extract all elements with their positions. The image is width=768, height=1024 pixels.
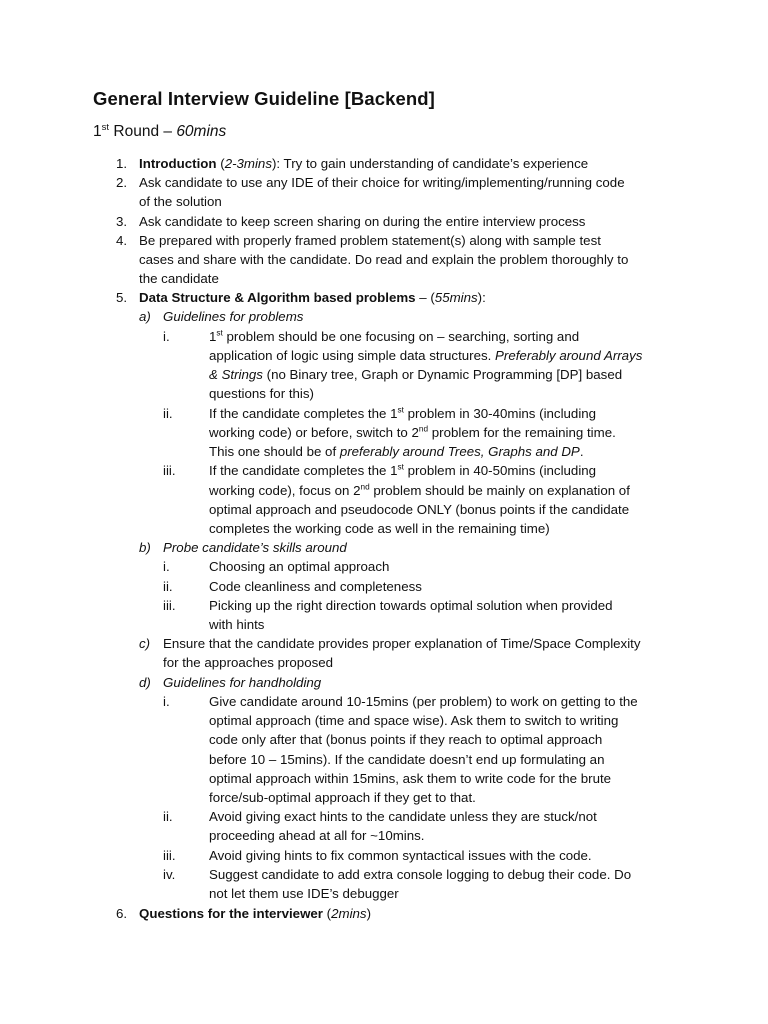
- item-5c-line-2: for the approaches proposed: [163, 655, 334, 670]
- item-5a-iii-line-1: [209, 461, 596, 480]
- item-5a-i-line-4: questions for this): [209, 386, 314, 401]
- item-5a-i-line-1: [209, 327, 579, 346]
- item-5d-iii-marker: iii.: [163, 848, 176, 863]
- item-5a-ii-line-2: [209, 423, 616, 442]
- item-5a-marker: a): [139, 309, 151, 324]
- item-5d-label: Guidelines for handholding: [163, 675, 322, 690]
- round-heading: [93, 123, 226, 141]
- item-4-line-3: the candidate: [139, 271, 219, 286]
- item-1-line: [139, 154, 588, 173]
- item-5-line: [139, 288, 486, 307]
- item-5a-ii-period: .: [579, 444, 584, 459]
- item-5-paren-close: ):: [477, 290, 486, 305]
- item-5d-iv-line-2: not let them use IDE’s debugger: [209, 886, 399, 901]
- item-5d-i-marker: i.: [163, 694, 170, 709]
- item-5b-ii-marker: ii.: [163, 579, 173, 594]
- item-5a-iii-text-1b: problem in 40-50mins (including: [403, 463, 597, 478]
- item-5d-i-line-6: force/sub-optimal approach if they get to that.: [209, 790, 476, 805]
- item-5b-iii-marker: iii.: [163, 598, 176, 613]
- item-5a-i-text-2: application of logic using simple data structures.: [209, 348, 496, 363]
- item-5a-iii-line-2: [209, 481, 630, 500]
- item-5a-ii-text-2b: problem for the remaining time.: [428, 425, 616, 440]
- item-5a-iii-text-1: If the candidate completes the 1: [209, 463, 398, 478]
- item-5a-iii-sup-1: st: [397, 462, 404, 472]
- item-5a-i-text-1: problem should be one focusing on – searching, sorting and: [222, 329, 580, 344]
- item-5a-iii-marker: iii.: [163, 463, 176, 478]
- item-5d-i-line-4: before 10 – 15mins). If the candidate doesn’t end up formulating an: [209, 752, 605, 767]
- item-6-name: Questions for the interviewer: [139, 906, 323, 921]
- item-6-marker: 6.: [116, 906, 128, 921]
- item-1-text: ): Try to gain understanding of candidate’s experience: [271, 156, 589, 171]
- item-5d-iii-line-1: Avoid giving hints to fix common syntactical issues with the code.: [209, 848, 592, 863]
- item-1-time: 2-3mins: [224, 156, 272, 171]
- item-2-line-1: Ask candidate to use any IDE of their choice for writing/implementing/running code: [139, 175, 625, 190]
- item-5a-ii-text-3: This one should be of: [209, 444, 340, 459]
- round-ordinal: 1: [93, 123, 102, 140]
- item-5a-i-line-3: [209, 365, 622, 384]
- item-5a-ii-sup-1: st: [397, 405, 404, 415]
- item-5a-ii-line-3: [209, 442, 584, 461]
- item-4-line-1: Be prepared with properly framed problem statement(s) along with sample test: [139, 233, 601, 248]
- item-5a-i-marker: i.: [163, 329, 170, 344]
- item-5b-ii-line-1: Code cleanliness and completeness: [209, 579, 422, 594]
- item-5b-label: Probe candidate’s skills around: [163, 540, 347, 555]
- item-1-name: Introduction: [139, 156, 217, 171]
- item-5d-ii-line-1: Avoid giving exact hints to the candidate unless they are stuck/not: [209, 809, 597, 824]
- item-5c-marker: c): [139, 636, 151, 651]
- item-1-marker: 1.: [116, 156, 128, 171]
- item-5a-i-emphasis-1: Preferably around Arrays: [495, 348, 643, 363]
- item-5d-ii-marker: ii.: [163, 809, 173, 824]
- item-5a-iii-line-4: completes the working code as well in the remaining time): [209, 521, 550, 536]
- item-5a-iii-text-2: working code), focus on 2: [209, 483, 361, 498]
- item-5a-i-ordinal-suffix: st: [216, 328, 223, 338]
- item-6-time: 2mins: [331, 906, 367, 921]
- item-4-line-2: cases and share with the candidate. Do read and explain the problem thoroughly to: [139, 252, 629, 267]
- item-5a-ii-line-1: [209, 404, 596, 423]
- item-5a-ii-text-2: working code) or before, switch to 2: [209, 425, 419, 440]
- item-5-paren-open: – (: [415, 290, 435, 305]
- item-5-time: 55mins: [434, 290, 478, 305]
- item-5c-line-1: Ensure that the candidate provides proper explanation of Time/Space Complexity: [163, 636, 641, 651]
- item-5a-i-line-2: [209, 346, 642, 365]
- item-5a-i-ordinal: 1: [209, 329, 217, 344]
- item-5b-marker: b): [139, 540, 151, 555]
- item-5a-label: Guidelines for problems: [163, 309, 304, 324]
- item-5a-iii-line-3: optimal approach and pseudocode ONLY (bonus points if the candidate: [209, 502, 630, 517]
- item-5d-marker: d): [139, 675, 151, 690]
- item-6-paren-open: (: [322, 906, 332, 921]
- item-5a-i-text-3: (no Binary tree, Graph or Dynamic Programming [DP] based: [262, 367, 623, 382]
- item-5a-i-emphasis-2: & Strings: [209, 367, 263, 382]
- item-5a-ii-text-1: If the candidate completes the 1: [209, 406, 398, 421]
- document-title: General Interview Guideline [Backend]: [93, 88, 435, 109]
- item-5a-ii-text-1b: problem in 30-40mins (including: [403, 406, 597, 421]
- item-5b-i-line-1: Choosing an optimal approach: [209, 559, 390, 574]
- item-5a-iii-text-2b: problem should be mainly on explanation of: [369, 483, 630, 498]
- item-6-paren-close: ): [366, 906, 372, 921]
- item-5a-ii-marker: ii.: [163, 406, 173, 421]
- item-5d-iv-marker: iv.: [163, 867, 176, 882]
- item-5b-iii-line-2: with hints: [209, 617, 265, 632]
- round-label: Round –: [109, 123, 177, 140]
- item-2-line-2: of the solution: [139, 194, 222, 209]
- item-6-line: [139, 904, 371, 923]
- item-1-paren-open: (: [216, 156, 225, 171]
- round-ordinal-suffix: st: [101, 121, 110, 133]
- item-4-marker: 4.: [116, 233, 128, 248]
- item-5d-i-line-1: Give candidate around 10-15mins (per problem) to work on getting to the: [209, 694, 638, 709]
- item-5d-i-line-2: optimal approach (time and space wise). Ask them to switch to writing: [209, 713, 619, 728]
- item-5-marker: 5.: [116, 290, 128, 305]
- item-5a-iii-sup-2: nd: [360, 482, 370, 492]
- item-3-line-1: Ask candidate to keep screen sharing on during the entire interview process: [139, 214, 586, 229]
- item-3-marker: 3.: [116, 214, 128, 229]
- round-duration: 60mins: [176, 123, 227, 140]
- item-2-marker: 2.: [116, 175, 128, 190]
- item-5d-ii-line-2: proceeding ahead at all for ~10mins.: [209, 828, 425, 843]
- item-5-name: Data Structure & Algorithm based problems: [139, 290, 416, 305]
- item-5d-i-line-3: code only after that (bonus points if they reach to optimal approach: [209, 732, 603, 747]
- item-5b-iii-line-1: Picking up the right direction towards optimal solution when provided: [209, 598, 613, 613]
- item-5a-ii-sup-2: nd: [418, 424, 429, 434]
- item-5d-iv-line-1: Suggest candidate to add extra console logging to debug their code. Do: [209, 867, 632, 882]
- item-5b-i-marker: i.: [163, 559, 170, 574]
- item-5d-i-line-5: optimal approach within 15mins, ask them to write code for the brute: [209, 771, 612, 786]
- item-5a-ii-emphasis: preferably around Trees, Graphs and DP: [339, 444, 580, 459]
